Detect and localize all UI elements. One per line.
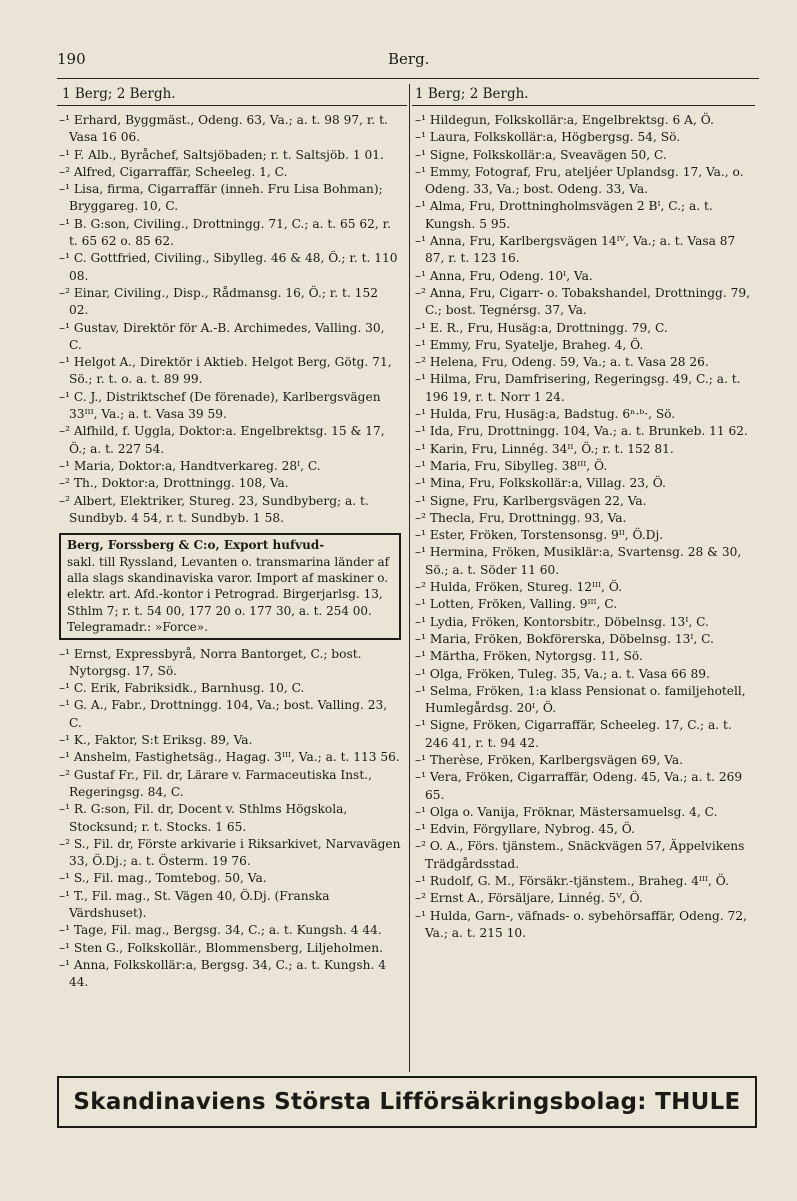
directory-entry: –¹ Edvin, Förgyllare, Nybrog. 45, Ö. <box>415 822 635 837</box>
directory-entry: –² Hulda, Fröken, Stureg. 12ᴵᴵᴵ, Ö. <box>415 580 623 595</box>
page-title: Berg. <box>388 50 430 68</box>
directory-entry: –¹ Signe, Fru, Karlbergsvägen 22, Va. <box>415 493 647 508</box>
directory-entry: –² Alfred, Cigarraffär, Scheeleg. 1, C. <box>59 164 288 179</box>
advertisement-box <box>59 533 401 639</box>
directory-entry: –¹ Emmy, Fotograf, Fru, ateljéer Uplandsg. 17, Va., o. Odeng. 33, Va.; bost. Odeng. 33, Va. <box>415 164 744 197</box>
directory-entry: –¹ Olga, Fröken, Tuleg. 35, Va.; a. t. Vasa 66 89. <box>415 666 710 681</box>
right-heading-rule <box>412 105 755 106</box>
directory-entry: –² Albert, Elektriker, Stureg. 23, Sundbyberg; a. t. Sundbyb. 4 54, r. t. Sundbyb. 1 58. <box>59 493 369 525</box>
directory-entry: –¹ Alma, Fru, Drottningholmsvägen 2 Bᴵ, C.; a. t. Kungsh. 5 95. <box>415 199 713 231</box>
directory-entry: –¹ Anna, Fru, Odeng. 10ᴵ, Va. <box>415 268 593 283</box>
directory-entry: –² O. A., Förs. tjänstem., Snäckvägen 57, Äppelvikens Trädgårdsstad. <box>415 839 745 871</box>
directory-entry: –² Alfhild, f. Uggla, Doktor:a. Engelbrektsg. 15 & 17, Ö.; a. t. 227 54. <box>59 424 385 456</box>
directory-entry: –¹ Lotten, Fröken, Valling. 9ᴵᴵᴵ, C. <box>415 597 618 612</box>
left-entries-top <box>59 112 401 527</box>
directory-entry: –¹ Laura, Folkskollär:a, Högbergsg. 54, Sö. <box>415 130 681 145</box>
directory-entry: –¹ Hulda, Fru, Husäg:a, Badstug. 6ⁿ·ᵇ·, Sö. <box>415 407 676 422</box>
directory-entry: –¹ Ester, Fröken, Torstensonsg. 9ᴵᴵ, Ö.Dj. <box>415 528 664 543</box>
directory-entry: –¹ Lydia, Fröken, Kontorsbitr., Döbelnsg. 13ᴵ, C. <box>415 614 709 629</box>
left-column-heading: 1 Berg; 2 Bergh. <box>62 86 176 102</box>
directory-entry: –¹ Hermina, Fröken, Musiklär:a, Svartensg. 28 & 30, Sö.; a. t. Söder 11 60. <box>415 545 742 577</box>
directory-entry: –¹ Olga o. Vanija, Fröknar, Mästersamuelsg. 4, C. <box>415 804 718 819</box>
directory-entry: –¹ F. Alb., Byråchef, Saltsjöbaden; r. t. Saltsjöb. 1 01. <box>59 147 384 162</box>
right-column <box>415 112 757 942</box>
directory-entry: –¹ K., Faktor, S:t Eriksg. 89, Va. <box>59 733 253 748</box>
directory-entry: –¹ Selma, Fröken, 1:a klass Pensionat o. familjehotell, Humlegårdsg. 20ᴵ, Ö. <box>415 683 746 716</box>
directory-entry: –¹ Märtha, Fröken, Nytorgsg. 11, Sö. <box>415 649 643 664</box>
left-entries-bottom <box>59 646 401 992</box>
directory-entry: –¹ Maria, Doktor:a, Handtverkareg. 28ᴵ, C. <box>59 458 321 473</box>
directory-entry: –¹ Hildegun, Folkskollär:a, Engelbrektsg. 6 A, Ö. <box>415 113 714 127</box>
header-rule <box>57 78 759 79</box>
directory-entry: –¹ C. J., Distriktschef (De förenade), Karlbergsvägen 33ᴵᴵᴵ, Va.; a. t. Vasa 39 59. <box>59 389 381 422</box>
directory-entry: –² Helena, Fru, Odeng. 59, Va.; a. t. Vasa 28 26. <box>415 355 709 370</box>
directory-entry: –¹ Gustav, Direktör för A.-B. Archimedes, Valling. 30, C. <box>59 320 385 352</box>
directory-entry: –¹ Rudolf, G. M., Försäkr.-tjänstem., Braheg. 4ᴵᴵᴵ, Ö. <box>415 874 729 889</box>
directory-entry: –¹ Vera, Fröken, Cigarraffär, Odeng. 45, Va.; a. t. 269 65. <box>415 770 743 802</box>
page-number: 190 <box>57 50 86 68</box>
directory-entry: –² Anna, Fru, Cigarr- o. Tobakshandel, Drottningg. 79, C.; bost. Tegnérsg. 37, Va. <box>415 285 750 318</box>
directory-entry: –¹ B. G:son, Civiling., Drottningg. 71, C.; a. t. 65 62, r. t. 65 62 o. 85 62. <box>59 216 392 249</box>
directory-entry: –¹ Ida, Fru, Drottningg. 104, Va.; a. t. Brunkeb. 11 62. <box>415 424 748 439</box>
directory-entry: –¹ Hilma, Fru, Damfrisering, Regeringsg. 49, C.; a. t. 196 19, r. t. Norr 1 24. <box>415 372 741 404</box>
directory-entry: –¹ Signe, Fröken, Cigarraffär, Scheeleg. 17, C.; a. t. 246 41, r. t. 94 42. <box>415 718 732 750</box>
directory-entry: –¹ Ernst, Expressbyrå, Norra Bantorget, C.; bost. Nytorgsg. 17, Sö. <box>59 646 362 678</box>
directory-entry: –¹ E. R., Fru, Husäg:a, Drottningg. 79, C. <box>415 320 668 335</box>
directory-entry: –¹ Sten G., Folkskollär., Blommensberg, Liljeholmen. <box>59 940 383 955</box>
directory-entry: –¹ Anshelm, Fastighetsäg., Hagag. 3ᴵᴵᴵ, Va.; a. t. 113 56. <box>59 750 400 765</box>
directory-entry: –¹ Mina, Fru, Folkskollär:a, Villag. 23, Ö. <box>415 476 666 491</box>
directory-entry: –¹ G. A., Fabr., Drottningg. 104, Va.; bost. Valling. 23, C. <box>59 698 388 730</box>
right-entries <box>415 112 757 942</box>
directory-entry: –¹ Signe, Folkskollär:a, Sveavägen 50, C. <box>415 147 667 162</box>
directory-entry: –¹ C. Erik, Fabriksidk., Barnhusg. 10, C. <box>59 681 305 696</box>
directory-entry: –¹ Erhard, Byggmäst., Odeng. 63, Va.; a. t. 98 97, r. t. Vasa 16 06. <box>59 113 388 145</box>
directory-entry: –¹ Emmy, Fru, Syatelje, Braheg. 4, Ö. <box>415 337 644 352</box>
column-divider <box>409 84 410 1072</box>
left-heading-rule <box>57 105 407 106</box>
directory-entry: –² Thecla, Fru, Drottningg. 93, Va. <box>415 510 627 525</box>
directory-entry: –¹ Maria, Fröken, Bokförerska, Döbelnsg. 13ᴵ, C. <box>415 631 714 646</box>
directory-entry: –¹ Therèse, Fröken, Karlbergsvägen 69, Va. <box>415 752 684 767</box>
directory-entry: –¹ T., Fil. mag., St. Vägen 40, Ö.Dj. (Franska Värdshuset). <box>59 888 330 921</box>
left-column <box>59 112 401 992</box>
directory-entry: –¹ R. G:son, Fil. dr, Docent v. Sthlms Högskola, Stocksund; r. t. Stocks. 1 65. <box>59 802 348 834</box>
directory-entry: –¹ Tage, Fil. mag., Bergsg. 34, C.; a. t. Kungsh. 4 44. <box>59 923 382 938</box>
directory-entry: –¹ Anna, Folkskollär:a, Bergsg. 34, C.; a. t. Kungsh. 4 44. <box>59 957 386 990</box>
directory-entry: –¹ S., Fil. mag., Tomtebog. 50, Va. <box>59 871 267 886</box>
directory-entry: –¹ Lisa, firma, Cigarraffär (inneh. Fru Lisa Bohman); Bryggareg. 10, C. <box>59 182 383 214</box>
directory-entry: –¹ Helgot A., Direktör i Aktieb. Helgot Berg, Götg. 71, Sö.; r. t. o. a. t. 89 99. <box>59 355 392 387</box>
directory-entry: –² Gustaf Fr., Fil. dr, Lärare v. Farmaceutiska Inst., Regeringsg. 84, C. <box>59 767 372 799</box>
directory-entry: –¹ Maria, Fru, Sibylleg. 38ᴵᴵᴵ, Ö. <box>415 458 608 473</box>
right-column-heading: 1 Berg; 2 Bergh. <box>415 86 529 102</box>
directory-entry: –² Th., Doktor:a, Drottningg. 108, Va. <box>59 476 289 491</box>
directory-entry: –¹ Karin, Fru, Linnég. 34ᴵᴵ, Ö.; r. t. 152 81. <box>415 441 674 456</box>
directory-entry: –¹ Anna, Fru, Karlbergsvägen 14ᴵⱽ, Va.; a. t. Vasa 87 87, r. t. 123 16. <box>415 234 736 266</box>
directory-entry: –¹ C. Gottfried, Civiling., Sibylleg. 46 & 48, Ö.; r. t. 110 08. <box>59 251 398 283</box>
advertisement-title: Berg, Forssberg & C:o, Export hufvud- <box>67 538 325 553</box>
directory-entry: –² S., Fil. dr, Förste arkivarie i Riksarkivet, Narvavägen 33, Ö.Dj.; a. t. Österm. 19 76. <box>59 836 401 869</box>
directory-entry: –¹ Hulda, Garn-, väfnads- o. sybehörsaffär, Odeng. 72, Va.; a. t. 215 10. <box>415 908 747 940</box>
advertisement-body: sakl. till Ryssland, Levanten o. transmarina länder af alla slags skandinaviska varor. Import af maskiner o. elektr. art. Afd.-kontor i Petrograd. Birgerjarlsg. 13, Sthlm 7; r. t. 54 00, 177 20 o. 177 30, a. t. 254 00. Telegramadr.: »Forcе». <box>67 554 390 635</box>
advertisement-banner: Skandinaviens Största Lifförsäkringsbolag: THULE <box>57 1076 757 1128</box>
directory-entry: –² Einar, Civiling., Disp., Rådmansg. 16, Ö.; r. t. 152 02. <box>59 285 378 318</box>
directory-entry: –² Ernst A., Försäljare, Linnég. 5ⱽ, Ö. <box>415 891 643 906</box>
